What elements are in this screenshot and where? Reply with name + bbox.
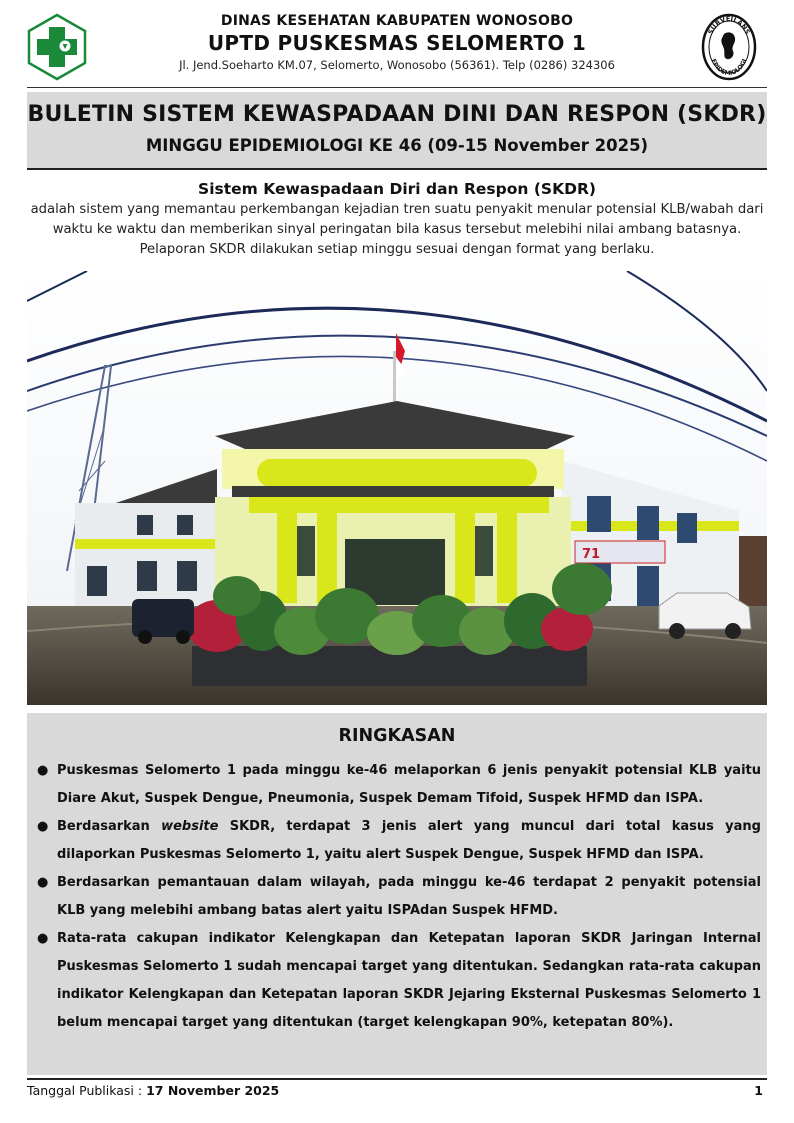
footer-divider [27,1078,767,1080]
bulletin-subtitle: MINGGU EPIDEMIOLOGI KE 46 (09-15 November 2025) [145,136,649,155]
building-photo [27,271,767,705]
summary-list [27,757,767,1037]
svg-text:SURVEILANS: SURVEILANS [706,14,752,36]
bullet-icon: ● [37,875,49,890]
list-item: ● Berdasarkan website SKDR, terdapat 3 jenis alert yang muncul dari total kasus yang dilaporkan Puskesmas Selomerto 1, yaitu alert Suspek Dengue, Suspek HFMD dan ISPA. [57,813,761,869]
publication-date: 17 November 2025 [146,1083,280,1098]
page-number: 1 [754,1083,763,1098]
list-item: ● Rata-rata cakupan indikator Kelengkapan dan Ketepatan laporan SKDR Jaringan Internal Puskesmas Selomerto 1 sudah mencapai target yang ditentukan. Sedangkan rata-rata cakupan indikator Kelengkapan dan Ketepatan laporan SKDR Jejaring Eksternal Puskesmas Selomerto 1 belum mencapai target yang ditentukan (target kelengkapan 90%, ketepatan 80%). [57,925,761,1037]
letterhead [0,0,794,90]
bullet-icon: ● [37,931,49,946]
svg-text:EPIDEMIOLOGI: EPIDEMIOLOGI [709,58,749,78]
svg-text:71: 71 [582,547,601,562]
bulletin-title: BULETIN SISTEM KEWASPADAAN DINI DAN RESPON (SKDR) [27,102,767,127]
puskesmas-name: UPTD PUSKESMAS SELOMERTO 1 [207,31,587,55]
bulletin-title-box [27,92,767,170]
list-item: ● Berdasarkan pemantauan dalam wilayah, pada minggu ke-46 terdapat 2 penyakit potensial KLB yang melebihi ambang batas alert yaitu ISPAdan Suspek HFMD. [57,869,761,925]
agency-name: DINAS KESEHATAN KABUPATEN WONOSOBO [220,13,574,29]
surveilans-seal-icon [700,12,758,82]
publication-label: Tanggal Publikasi : [27,1083,147,1098]
intro-heading: Sistem Kewaspadaan Diri dan Respon (SKDR) [198,180,596,198]
intro-body: adalah sistem yang memantau perkembangan kejadian tren suatu penyakit menular potensial KLB/wabah dari waktu ke waktu dan memberikan sinyal peringatan bila kasus tersebut melebihi nilai ambang batasnya. Pelaporan SKDR dilakukan setiap minggu sesuai dengan format yang berlaku. [30,202,764,257]
address: Jl. Jend.Soeharto KM.07, Selomerto, Wonosobo (56361). Telp (0286) 324306 [179,58,615,72]
list-item: ● Puskesmas Selomerto 1 pada minggu ke-46 melaporkan 6 jenis penyakit potensial KLB yaitu Diare Akut, Suspek Dengue, Pneumonia, Suspek Demam Tifoid, Suspek HFMD dan ISPA. [57,757,761,813]
summary-heading: RINGKASAN [338,726,456,746]
puskesmas-logo-icon [27,13,87,81]
footer [27,1083,767,1099]
bullet-icon: ● [37,819,49,834]
intro-section [27,178,767,260]
bullet-icon: ● [37,763,49,778]
header-divider [27,87,767,88]
summary-box [27,713,767,1075]
